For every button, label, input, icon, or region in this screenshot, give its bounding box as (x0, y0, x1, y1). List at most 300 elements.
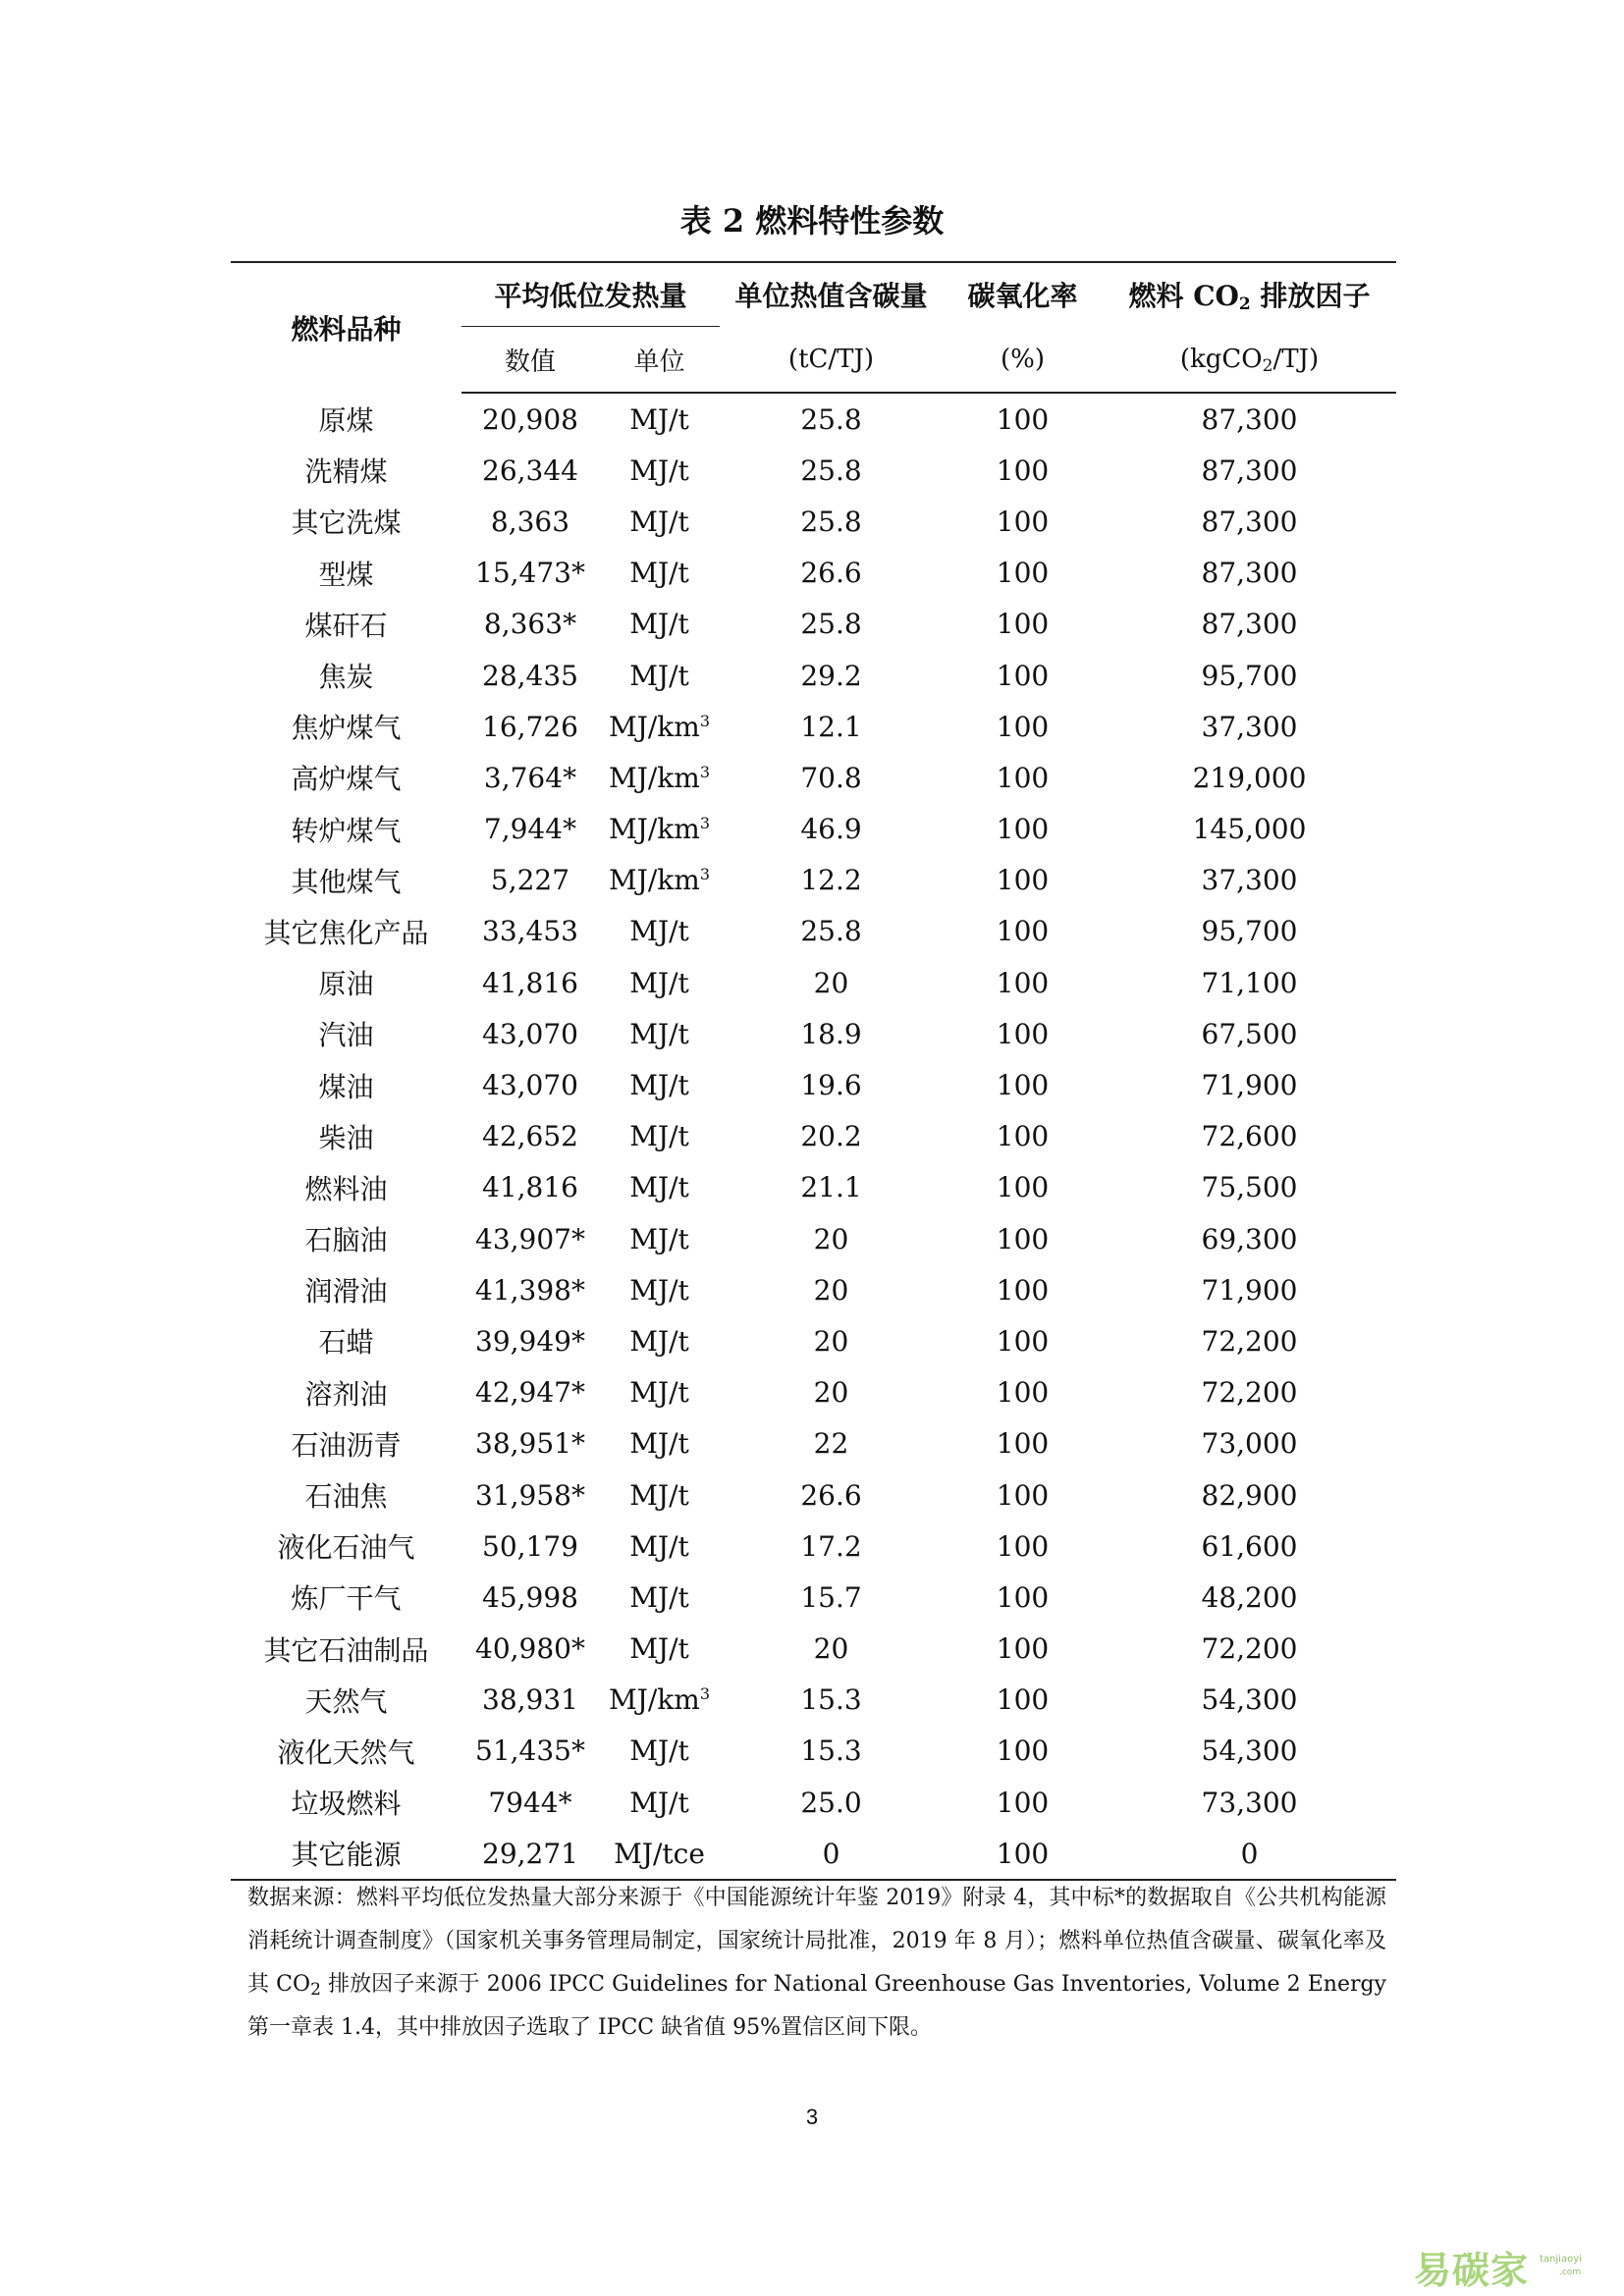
cell-emission-factor (1103, 701, 1396, 752)
cell-carbon-content-text: 20.2 (800, 1120, 862, 1153)
header-oxidation-unit: (%) (943, 327, 1103, 394)
cell-emission-factor-text: 82,900 (1201, 1478, 1298, 1512)
cell-oxidation-rate-text: 100 (996, 608, 1050, 641)
cell-lhv-value-text: 45,998 (482, 1580, 578, 1614)
cell-oxidation-rate-text: 100 (996, 1478, 1050, 1512)
cell-oxidation-rate (943, 393, 1103, 445)
cell-lhv-value-text: 40,980* (475, 1632, 585, 1666)
cell-fuel-name (231, 1418, 461, 1469)
header-fuel-type: 燃料品种 (231, 262, 461, 393)
cell-carbon-content-text: 15.3 (800, 1683, 862, 1717)
cell-emission-factor-text: 67,500 (1201, 1017, 1298, 1050)
cell-emission-factor (1103, 752, 1396, 803)
cell-oxidation-rate-text: 100 (996, 1376, 1050, 1410)
header-ef-unit-suffix: /TJ) (1272, 344, 1320, 374)
header-ef-suffix: 排放因子 (1250, 280, 1371, 313)
cell-fuel-name-text: 其他煤气 (291, 865, 402, 898)
cell-lhv-value (461, 1367, 599, 1418)
cell-lhv-value-text: 39,949* (475, 1324, 585, 1358)
cell-oxidation-rate-text: 100 (996, 1735, 1050, 1768)
cell-oxidation-rate (943, 906, 1103, 957)
cell-oxidation-rate (943, 548, 1103, 599)
cell-lhv-unit (599, 1367, 720, 1418)
cell-carbon-content-text: 25.8 (800, 915, 862, 948)
data-source-note (247, 1877, 1386, 2050)
cell-oxidation-rate-text: 100 (996, 1069, 1050, 1102)
cell-lhv-value-text: 3,764* (483, 761, 577, 794)
cell-carbon-content-text: 15.3 (800, 1735, 862, 1768)
cell-fuel-name-text: 石油沥青 (291, 1428, 402, 1462)
cell-lhv-value (461, 1675, 599, 1726)
cell-lhv-value-text: 42,947* (475, 1376, 585, 1410)
cell-lhv-value (461, 599, 599, 650)
table-row (231, 1828, 1396, 1880)
table-row (231, 496, 1396, 547)
cell-lhv-unit-text: MJ/t (629, 1222, 689, 1255)
cell-fuel-name (231, 1828, 461, 1880)
cell-carbon-content-text: 12.1 (800, 710, 862, 743)
cell-lhv-unit-text: MJ/t (629, 1376, 689, 1410)
cell-carbon-content-text: 70.8 (800, 761, 862, 794)
cell-oxidation-rate (943, 445, 1103, 496)
table-row (231, 1111, 1396, 1162)
cell-emission-factor-text: 73,000 (1201, 1427, 1298, 1461)
unit-superscript: 3 (699, 711, 711, 730)
cell-fuel-name (231, 1264, 461, 1315)
cell-oxidation-rate (943, 1367, 1103, 1418)
table-row (231, 804, 1396, 855)
cell-carbon-content-text: 20 (813, 1273, 849, 1307)
cell-lhv-unit (599, 1315, 720, 1366)
cell-oxidation-rate-text: 100 (996, 1222, 1050, 1255)
table-row (231, 1059, 1396, 1110)
cell-lhv-unit-text: MJ/t (629, 915, 689, 948)
cell-oxidation-rate-text: 100 (996, 1120, 1050, 1153)
cell-fuel-name (231, 804, 461, 855)
cell-fuel-name-text: 溶剂油 (304, 1377, 388, 1411)
cell-lhv-unit-text: MJ/t (629, 1427, 689, 1461)
cell-lhv-value (461, 804, 599, 855)
cell-lhv-unit (599, 1213, 720, 1264)
cell-lhv-value-text: 43,070 (482, 1017, 578, 1050)
cell-lhv-value (461, 650, 599, 701)
cell-lhv-value (461, 1059, 599, 1110)
cell-emission-factor-text: 69,300 (1201, 1222, 1298, 1255)
cell-lhv-value-text: 26,344 (482, 454, 578, 487)
note-text-1: 数据来源：燃料平均低位发热量大部分来源于《中国能源统计年鉴 2019》附录 4，其中标*的数据取自《公共机构能源消耗统计调查制度》（国家机关事务管理局制定，国家统计局批准，2019 年 8 月）；燃料单位热值含碳量、碳氧化率及其 CO (247, 1886, 1386, 1997)
cell-oxidation-rate-text: 100 (996, 1324, 1050, 1358)
cell-carbon-content (720, 1828, 943, 1880)
cell-carbon-content-text: 15.7 (800, 1580, 862, 1614)
cell-emission-factor-text: 75,500 (1201, 1171, 1298, 1204)
cell-lhv-value (461, 752, 599, 803)
cell-emission-factor (1103, 906, 1396, 957)
cell-emission-factor-text: 71,100 (1201, 966, 1298, 999)
cell-fuel-name-text: 石脑油 (304, 1224, 388, 1257)
cell-lhv-value-text: 43,070 (482, 1069, 578, 1102)
cell-lhv-value (461, 1777, 599, 1828)
cell-lhv-unit-text: MJ/t (629, 402, 689, 436)
cell-emission-factor-text: 37,300 (1201, 864, 1298, 897)
header-ef-unit (1103, 327, 1396, 394)
cell-emission-factor (1103, 1367, 1396, 1418)
cell-lhv-unit-text: MJ/t (629, 1529, 689, 1563)
header-ef-sub: 2 (1238, 294, 1251, 315)
cell-fuel-name-text: 焦炭 (318, 661, 374, 694)
cell-emission-factor (1103, 855, 1396, 906)
cell-fuel-name-text: 液化石油气 (277, 1531, 415, 1565)
cell-lhv-value-text: 16,726 (482, 710, 578, 743)
cell-oxidation-rate-text: 100 (996, 1632, 1050, 1666)
cell-lhv-value (461, 1264, 599, 1315)
cell-lhv-unit-text: MJ/t (629, 1735, 689, 1768)
cell-oxidation-rate-text: 100 (996, 402, 1050, 436)
cell-lhv-value (461, 445, 599, 496)
cell-lhv-unit (599, 650, 720, 701)
cell-lhv-value (461, 855, 599, 906)
cell-lhv-unit-text: MJ/t (629, 1069, 689, 1102)
cell-lhv-unit-text: MJ/tce (614, 1837, 705, 1870)
cell-emission-factor-text: 0 (1240, 1837, 1259, 1870)
watermark-suffix: .com (1559, 2268, 1582, 2277)
cell-carbon-content (720, 650, 943, 701)
note-sub: 2 (310, 1980, 321, 2000)
cell-lhv-unit (599, 393, 720, 445)
cell-emission-factor-text: 54,300 (1201, 1735, 1298, 1768)
header-unit: 单位 (599, 327, 720, 394)
cell-lhv-value-text: 8,363* (483, 608, 577, 641)
table-row (231, 1315, 1396, 1366)
cell-fuel-name-text: 燃料油 (304, 1172, 388, 1205)
cell-lhv-value (461, 701, 599, 752)
cell-fuel-name (231, 752, 461, 803)
cell-emission-factor-text: 73,300 (1201, 1786, 1298, 1819)
cell-carbon-content-text: 25.8 (800, 505, 862, 538)
cell-oxidation-rate (943, 1624, 1103, 1675)
cell-oxidation-rate (943, 1213, 1103, 1264)
cell-carbon-content-text: 20 (813, 1376, 849, 1410)
header-avg-lhv: 平均低位发热量 (461, 262, 720, 327)
cell-oxidation-rate (943, 1008, 1103, 1059)
header-value: 数值 (461, 327, 599, 394)
cell-lhv-unit (599, 1777, 720, 1828)
cell-fuel-name (231, 1469, 461, 1521)
cell-lhv-value-text: 38,951* (475, 1427, 585, 1461)
cell-lhv-value (461, 393, 599, 445)
cell-oxidation-rate (943, 1675, 1103, 1726)
cell-lhv-unit-text: MJ/t (629, 557, 689, 590)
cell-lhv-value-text: 29,271 (482, 1837, 578, 1870)
cell-carbon-content (720, 701, 943, 752)
cell-emission-factor-text: 72,200 (1201, 1632, 1298, 1666)
cell-oxidation-rate-text: 100 (996, 1171, 1050, 1204)
cell-oxidation-rate (943, 1315, 1103, 1366)
cell-carbon-content (720, 1264, 943, 1315)
cell-lhv-unit-text: MJ/t (629, 1478, 689, 1512)
cell-fuel-name-text: 石油焦 (304, 1480, 388, 1514)
cell-emission-factor (1103, 1264, 1396, 1315)
cell-oxidation-rate-text: 100 (996, 1427, 1050, 1461)
cell-oxidation-rate-text: 100 (996, 557, 1050, 590)
cell-emission-factor (1103, 1828, 1396, 1880)
table-body (231, 393, 1396, 1880)
cell-lhv-unit (599, 1675, 720, 1726)
cell-emission-factor-text: 87,300 (1201, 402, 1298, 436)
cell-oxidation-rate (943, 1418, 1103, 1469)
cell-carbon-content (720, 906, 943, 957)
cell-fuel-name (231, 906, 461, 957)
cell-oxidation-rate (943, 752, 1103, 803)
cell-oxidation-rate (943, 701, 1103, 752)
cell-lhv-value-text: 33,453 (482, 915, 578, 948)
table-row (231, 1469, 1396, 1521)
cell-carbon-content-text: 25.8 (800, 608, 862, 641)
cell-lhv-value-text: 38,931 (482, 1683, 578, 1717)
cell-lhv-unit-text: MJ/t (629, 1324, 689, 1358)
cell-fuel-name-text: 型煤 (318, 558, 374, 591)
cell-carbon-content (720, 1469, 943, 1521)
cell-lhv-unit-text: MJ/km (608, 864, 700, 897)
cell-lhv-unit-text: MJ/t (629, 505, 689, 538)
header-oxidation-rate: 碳氧化率 (943, 262, 1103, 327)
header-ef-unit-sub: 2 (1262, 355, 1273, 376)
cell-emission-factor (1103, 1726, 1396, 1777)
cell-oxidation-rate (943, 1111, 1103, 1162)
cell-carbon-content (720, 1008, 943, 1059)
cell-oxidation-rate (943, 957, 1103, 1008)
cell-emission-factor (1103, 1777, 1396, 1828)
cell-carbon-content (720, 599, 943, 650)
cell-carbon-content (720, 1418, 943, 1469)
cell-fuel-name (231, 1162, 461, 1213)
cell-emission-factor-text: 61,600 (1201, 1529, 1298, 1563)
cell-emission-factor (1103, 1111, 1396, 1162)
cell-carbon-content-text: 20 (813, 1632, 849, 1666)
cell-lhv-unit (599, 1162, 720, 1213)
cell-fuel-name-text: 石蜡 (318, 1326, 374, 1360)
table-row (231, 445, 1396, 496)
unit-superscript: 3 (699, 814, 711, 833)
table-row (231, 1572, 1396, 1623)
cell-emission-factor-text: 87,300 (1201, 454, 1298, 487)
cell-fuel-name-text: 柴油 (318, 1121, 374, 1154)
cell-fuel-name-text: 其它能源 (291, 1839, 402, 1872)
cell-lhv-unit-text: MJ/t (629, 1273, 689, 1307)
table-row (231, 701, 1396, 752)
cell-carbon-content (720, 855, 943, 906)
cell-carbon-content (720, 496, 943, 547)
cell-emission-factor (1103, 1213, 1396, 1264)
cell-fuel-name (231, 496, 461, 547)
cell-fuel-name-text: 原油 (318, 968, 374, 1001)
cell-emission-factor-text: 87,300 (1201, 608, 1298, 641)
cell-fuel-name-text: 转炉煤气 (291, 814, 402, 847)
cell-fuel-name-text: 煤矸石 (304, 609, 388, 642)
cell-oxidation-rate-text: 100 (996, 966, 1050, 999)
cell-lhv-unit-text: MJ/t (629, 454, 689, 487)
cell-lhv-unit-text: MJ/t (629, 1786, 689, 1819)
cell-emission-factor (1103, 804, 1396, 855)
cell-oxidation-rate-text: 100 (996, 710, 1050, 743)
table-row (231, 1418, 1396, 1469)
cell-fuel-name (231, 445, 461, 496)
cell-carbon-content-text: 20 (813, 966, 849, 999)
cell-oxidation-rate (943, 1572, 1103, 1623)
cell-emission-factor-text: 48,200 (1201, 1580, 1298, 1614)
cell-carbon-content (720, 1111, 943, 1162)
cell-emission-factor-text: 37,300 (1201, 710, 1298, 743)
cell-emission-factor (1103, 1572, 1396, 1623)
cell-oxidation-rate (943, 1828, 1103, 1880)
header-carbon-unit: (tC/TJ) (720, 327, 943, 394)
cell-lhv-value-text: 42,652 (482, 1120, 578, 1153)
table-row (231, 650, 1396, 701)
cell-oxidation-rate-text: 100 (996, 1017, 1050, 1050)
cell-lhv-unit-text: MJ/km (608, 710, 700, 743)
cell-lhv-unit (599, 1469, 720, 1521)
cell-lhv-value (461, 957, 599, 1008)
cell-lhv-unit (599, 1624, 720, 1675)
cell-carbon-content (720, 1675, 943, 1726)
cell-oxidation-rate-text: 100 (996, 1837, 1050, 1870)
cell-carbon-content-text: 0 (822, 1837, 840, 1870)
cell-lhv-value (461, 1008, 599, 1059)
cell-fuel-name-text: 垃圾燃料 (291, 1788, 402, 1821)
cell-oxidation-rate-text: 100 (996, 1786, 1050, 1819)
header-ef-unit-prefix: (kgCO (1179, 344, 1263, 374)
cell-oxidation-rate-text: 100 (996, 761, 1050, 794)
cell-lhv-value (461, 1111, 599, 1162)
cell-fuel-name-text: 洗精煤 (304, 455, 388, 489)
cell-lhv-value-text: 41,398* (475, 1273, 585, 1307)
cell-fuel-name (231, 1675, 461, 1726)
cell-carbon-content (720, 1162, 943, 1213)
cell-oxidation-rate (943, 599, 1103, 650)
cell-fuel-name (231, 1059, 461, 1110)
cell-oxidation-rate-text: 100 (996, 915, 1050, 948)
cell-lhv-unit (599, 1726, 720, 1777)
cell-lhv-unit (599, 906, 720, 957)
table-row (231, 599, 1396, 650)
table-row (231, 1213, 1396, 1264)
table-row (231, 1162, 1396, 1213)
cell-emission-factor-text: 72,200 (1201, 1376, 1298, 1410)
cell-carbon-content-text: 25.8 (800, 402, 862, 436)
cell-carbon-content (720, 1213, 943, 1264)
cell-lhv-unit-text: MJ/t (629, 1171, 689, 1204)
header-ef-prefix: 燃料 CO (1128, 280, 1239, 313)
cell-carbon-content (720, 1726, 943, 1777)
cell-lhv-value (461, 496, 599, 547)
cell-lhv-unit (599, 957, 720, 1008)
cell-oxidation-rate (943, 1726, 1103, 1777)
cell-lhv-unit (599, 1059, 720, 1110)
cell-carbon-content (720, 1777, 943, 1828)
table-row (231, 957, 1396, 1008)
cell-carbon-content-text: 20 (813, 1324, 849, 1358)
cell-emission-factor-text: 87,300 (1201, 557, 1298, 590)
cell-fuel-name-text: 煤油 (318, 1070, 374, 1103)
cell-oxidation-rate-text: 100 (996, 454, 1050, 487)
cell-emission-factor (1103, 599, 1396, 650)
table-row (231, 1624, 1396, 1675)
cell-carbon-content-text: 46.9 (800, 813, 862, 846)
cell-lhv-value (461, 906, 599, 957)
cell-carbon-content-text: 26.6 (800, 1478, 862, 1512)
cell-emission-factor (1103, 1624, 1396, 1675)
cell-fuel-name (231, 1008, 461, 1059)
cell-fuel-name (231, 393, 461, 445)
cell-emission-factor-text: 87,300 (1201, 505, 1298, 538)
cell-emission-factor-text: 71,900 (1201, 1273, 1298, 1307)
page-number: 3 (805, 2105, 819, 2129)
cell-emission-factor (1103, 957, 1396, 1008)
cell-lhv-value-text: 7,944* (483, 813, 577, 846)
cell-emission-factor (1103, 1521, 1396, 1572)
cell-lhv-value (461, 1213, 599, 1264)
cell-emission-factor (1103, 496, 1396, 547)
cell-lhv-unit (599, 701, 720, 752)
cell-fuel-name-text: 高炉煤气 (291, 763, 402, 796)
cell-carbon-content-text: 25.8 (800, 454, 862, 487)
cell-emission-factor (1103, 1162, 1396, 1213)
cell-lhv-unit (599, 445, 720, 496)
cell-oxidation-rate-text: 100 (996, 505, 1050, 538)
cell-carbon-content-text: 17.2 (800, 1529, 862, 1563)
cell-lhv-unit-text: MJ/t (629, 1580, 689, 1614)
cell-lhv-value-text: 5,227 (490, 864, 570, 897)
cell-emission-factor (1103, 548, 1396, 599)
cell-oxidation-rate (943, 496, 1103, 547)
cell-lhv-unit-text: MJ/t (629, 1632, 689, 1666)
cell-carbon-content (720, 1059, 943, 1110)
unit-superscript: 3 (699, 1684, 711, 1704)
cell-lhv-value (461, 1572, 599, 1623)
fuel-parameters-table (231, 261, 1396, 1881)
cell-lhv-unit-text: MJ/t (629, 1017, 689, 1050)
cell-lhv-unit (599, 855, 720, 906)
cell-oxidation-rate (943, 1777, 1103, 1828)
cell-lhv-value (461, 1418, 599, 1469)
cell-emission-factor-text: 72,200 (1201, 1324, 1298, 1358)
cell-emission-factor-text: 219,000 (1192, 761, 1307, 794)
table-row (231, 1264, 1396, 1315)
cell-emission-factor-text: 95,700 (1201, 659, 1298, 692)
cell-fuel-name-text: 天然气 (304, 1684, 388, 1718)
cell-lhv-unit-text: MJ/km (608, 813, 700, 846)
cell-oxidation-rate (943, 1469, 1103, 1521)
cell-fuel-name-text: 其它洗煤 (291, 507, 402, 540)
cell-lhv-value (461, 548, 599, 599)
cell-lhv-unit (599, 1264, 720, 1315)
watermark-logo (1414, 2240, 1620, 2291)
cell-lhv-value-text: 20,908 (482, 402, 578, 436)
cell-oxidation-rate (943, 804, 1103, 855)
cell-emission-factor-text: 72,600 (1201, 1120, 1298, 1153)
cell-lhv-unit-text: MJ/km (608, 1683, 700, 1717)
cell-carbon-content (720, 1315, 943, 1366)
cell-fuel-name (231, 1315, 461, 1366)
cell-lhv-unit (599, 1828, 720, 1880)
cell-oxidation-rate-text: 100 (996, 813, 1050, 846)
cell-lhv-value-text: 41,816 (482, 966, 578, 999)
cell-fuel-name (231, 599, 461, 650)
cell-emission-factor-text: 95,700 (1201, 915, 1298, 948)
cell-oxidation-rate (943, 1059, 1103, 1110)
cell-fuel-name (231, 1777, 461, 1828)
cell-oxidation-rate-text: 100 (996, 1683, 1050, 1717)
cell-carbon-content (720, 1572, 943, 1623)
